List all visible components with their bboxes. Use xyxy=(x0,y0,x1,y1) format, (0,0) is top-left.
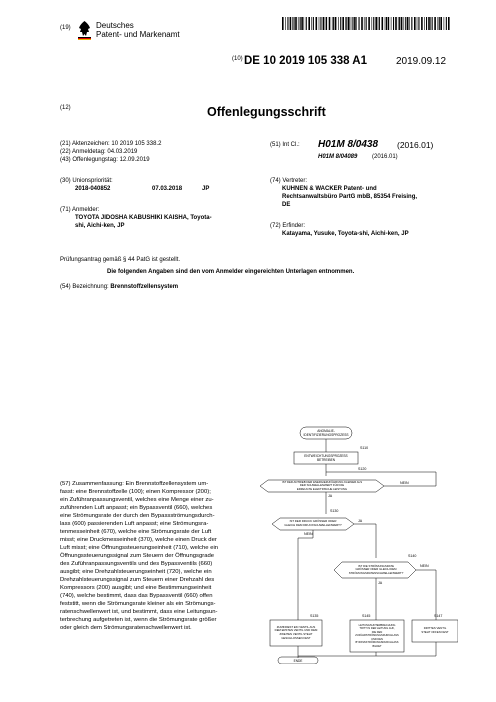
step-label-s135: S135 xyxy=(310,614,319,618)
flowchart-start: ANOMALIE- IDENTIFIZIERUNGSPROZESS xyxy=(303,429,349,437)
abstract-line: misst; eine Druckmesseinheit (370), welche einen Druck der xyxy=(60,537,217,543)
bezeichnung-label: (54) Bezeichnung: xyxy=(60,284,109,290)
abstract-line: eine Strömungsrate der durch den Bypassströmungsdurch- xyxy=(60,513,215,519)
office-name-line2: Patent- und Markenamt xyxy=(96,30,180,39)
abstract-line: Öffnungssteuerungssignal zum Steuern der Öffnungsgrade xyxy=(60,553,215,559)
abstract-line: lass (600) passierenden Luft anpasst; eine Strömungsra- xyxy=(60,521,209,527)
flowchart-decision-s140: IST DIE STRÖMUNGSRATE GRÖSSER ODER GLEICH DEM STRÖMUNGSRATENSCHWELLENWERT? xyxy=(348,563,404,575)
barcode xyxy=(282,17,452,30)
doc-type-title: Offenlegungsschrift xyxy=(207,105,326,119)
office-name-line1: Deutsches xyxy=(96,21,134,30)
anmelder-value-line2: shi, Aichi-ken, JP xyxy=(75,223,125,229)
abstract-line: tenmesseinheit (670), welche eine Strömungsrate der Luft xyxy=(60,529,212,535)
branch-ja-s120: JA xyxy=(328,494,333,498)
flowchart-box-s110: ENTWEICHTUNGSPROZESS BETREIBEN xyxy=(304,454,348,462)
intcl-main: H01M 8/0438 xyxy=(318,139,379,150)
abstract-line: oder gleich dem Strömungsratenschwellenwert ist. xyxy=(60,625,192,631)
branch-ja-s140: JA xyxy=(378,581,383,585)
abstract-line: ausgibt; eine Drehzahlsteuerungseinheit (720), welche ein xyxy=(60,569,212,575)
flowchart-box-s145: LEITUNGSUNTERBRECHUNG TRITT IN DER LEITUNG AUF, DIE DEN ZUFÜHRSTRÖMUNGSDURCHLASS UND DEN BYPASSSTRÖMUNGSDURCHLASS BILDET xyxy=(355,624,399,648)
step-label-s140: S140 xyxy=(408,554,417,558)
abstract-line: ratenschwellenwert ist, und bestimmt, dass eine Leitungsun- xyxy=(60,609,218,615)
abstract-line: zuführenden Luft anpasst; ein Bypassventil (660), welches xyxy=(60,505,213,511)
flowchart-box-s147: DRITTES VENTIL STEHT OFFEN FEST xyxy=(421,626,449,634)
step-label-s110: S110 xyxy=(360,446,369,450)
prioritaet-country: JP xyxy=(202,186,210,192)
abstract-line: Kompressors (200) ausgibt; und eine Bestimmungseinheit xyxy=(60,585,212,591)
abstract-line: fasst: eine Brennstoffzelle (100); einen Kompressor (200); xyxy=(60,489,211,495)
abstract-line: Drehzahlsteuerungssignal zum Steuern einer Drehzahl des xyxy=(60,577,215,583)
flowchart-decision-s120: IST DER ANTRIEB DER ENERGIEZUFÜHRUNG KLEINER ALS DER SCHWELLENWERT FÜR DIE ERZEUGTE ELEKTRISCHE LEISTUNG xyxy=(281,479,363,491)
intcl-sub: H01M 8/04089 xyxy=(318,154,358,160)
pub-prefix: (10) xyxy=(232,56,243,62)
applicant-note: Die folgenden Angaben sind den vom Anmelder eingereichten Unterlagen entnommen. xyxy=(107,269,355,275)
bezeichnung xyxy=(60,283,178,291)
anmeldetag: (22) Anmeldetag: 04.03.2019 xyxy=(60,149,138,155)
flowchart-box-s135: ZUMINDEST EIN VENTIL AUS DEM ERSTEN VENTIL UND DEM ZWEITEN VENTIL STEHT GESCHLOSSEN FEST xyxy=(274,624,318,640)
offenlegungstag: (43) Offenlegungstag: 12.09.2019 xyxy=(60,157,150,163)
abstract-line: des Zuführanpassungsventils und des Bypassventils (660) xyxy=(60,561,213,567)
step-label-s120: S120 xyxy=(358,467,367,471)
branch-ja-s130: JA xyxy=(358,519,363,523)
publication-date: 2019.09.12 xyxy=(396,56,447,67)
step-label-s130: S130 xyxy=(330,509,339,513)
vertreter-value-line1: KUHNEN & WACKER Patent- und xyxy=(282,186,377,192)
prioritaet-label: (30) Unionspriorität: xyxy=(60,178,113,184)
flowchart-end: ENDE xyxy=(293,658,303,663)
anmelder-label: (71) Anmelder: xyxy=(60,207,100,213)
abstract-line: feststitt, wenn die Strömungsrate kleiner als ein Strömungs- xyxy=(60,601,216,607)
flowchart-decision-s130: IST DER DRUCK GRÖSSER ODER GLEICH DEM DRUCKSCHWELLENWERT? xyxy=(284,519,342,527)
intcl-main-date: (2016.01) xyxy=(397,140,434,150)
pruefungsantrag: Prüfungsantrag gemäß § 44 PatG ist gestellt. xyxy=(60,257,181,263)
abstract-line: ein Zuführanpassungsventil, welches eine Menge einer zu- xyxy=(60,497,214,503)
vertreter-value-line2: Rechtsanwaltsbüro PartG mbB, 85354 Freising, xyxy=(282,194,418,200)
step-label-s147: S147 xyxy=(434,614,443,618)
abstract xyxy=(60,480,256,632)
aktenzeichen: (21) Aktenzeichen: 10 2019 105 338.2 xyxy=(60,141,162,147)
bezeichnung-value: Brennstoffzellensystem xyxy=(110,284,179,290)
erfinder-value: Katayama, Yusuke, Toyota-shi, Aichi-ken, JP xyxy=(282,231,409,237)
eagle-logo-icon xyxy=(78,20,91,40)
intcl-label: (51) Int Cl.: xyxy=(270,142,300,148)
abstract-line: (740), welche bestimmt, dass das Bypassventil (660) offen xyxy=(60,593,213,599)
prioritaet-value: 2018-040852 xyxy=(75,186,111,192)
doc-number: (19) xyxy=(60,25,71,31)
flowchart xyxy=(258,424,458,664)
abstract-line: (57) Zusammenfassung: Ein Brennstoffzellensystem um- xyxy=(60,481,209,487)
abstract-line: terbrechung aufgetreten ist, wenn die Strömungsrate größer xyxy=(60,617,217,623)
vertreter-value-line3: DE xyxy=(282,202,291,208)
branch-nein-s140: NEIN xyxy=(420,564,429,568)
intcl-sub-date: (2016.01) xyxy=(372,154,398,160)
doc-type-number: (12) xyxy=(60,105,71,111)
step-label-s145: S145 xyxy=(362,614,371,618)
publication-number: DE 10 2019 105 338 A1 xyxy=(244,55,367,67)
vertreter-label: (74) Vertreter: xyxy=(270,178,308,184)
branch-nein-s120: NEIN xyxy=(400,481,409,485)
abstract-line: Luft misst; eine Öffnungssteuerungseinheit (710), welche ein xyxy=(60,545,219,551)
branch-nein-s130: NEIN xyxy=(304,532,313,536)
anmelder-value-line1: TOYOTA JIDOSHA KABUSHIKI KAISHA, Toyota- xyxy=(75,215,212,221)
prioritaet-date: 07.03.2018 xyxy=(152,186,183,192)
erfinder-label: (72) Erfinder: xyxy=(270,223,306,229)
